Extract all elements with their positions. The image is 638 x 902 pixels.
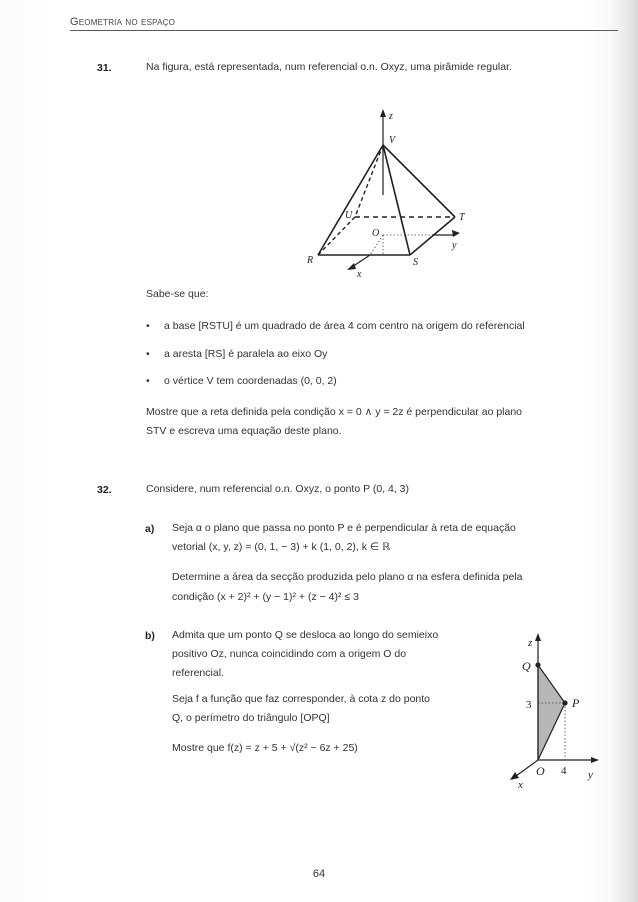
- running-header: [70, 16, 618, 31]
- q31-bullet-3-text: o vértice V tem coordenadas (0, 0, 2): [164, 375, 337, 387]
- q32b-label: b): [145, 630, 155, 642]
- fig32-label-4: 4: [561, 765, 567, 777]
- q32b-line-6: Mostre que f(z) = z + 5 + √(z² − 6z + 25): [172, 742, 358, 754]
- triangle-opq-figure: [498, 630, 608, 790]
- q31-task-line-1: Mostre que a reta definida pela condição x = 0 ∧ y = 2z é perpendicular ao plano: [146, 406, 523, 418]
- q31-bullet-1-text: a base [RSTU] é um quadrado de área 4 com centro na origem do referencial: [164, 320, 525, 332]
- fig31-label-R: R: [307, 255, 314, 266]
- q31-number: 31.: [97, 62, 112, 74]
- pyramid-figure: [292, 105, 502, 280]
- q31-bullet-1: [146, 318, 616, 335]
- header-section-title: Geometria no espaço: [70, 16, 175, 28]
- fig31-label-S: S: [413, 257, 418, 268]
- q32b-line-5: Q, o perímetro do triângulo [OPQ]: [172, 712, 330, 724]
- q32b-line-3: referencial.: [172, 667, 224, 679]
- q32a-line-4: condição (x + 2)² + (y − 1)² + (z − 4)² ≤ 3: [172, 591, 359, 603]
- q32b-line-1: Admita que um ponto Q se desloca ao longo do semieixo: [172, 629, 439, 641]
- page-edge-shadow: [612, 0, 638, 902]
- bullet-marker: •: [146, 348, 150, 360]
- fig32-label-P: P: [572, 696, 580, 710]
- q32a-label: a): [145, 523, 155, 535]
- fig32-label-x: x: [518, 779, 523, 790]
- fig31-label-O: O: [372, 228, 380, 239]
- fig32-label-O: O: [536, 764, 545, 778]
- fig32-label-Q: Q: [522, 659, 531, 673]
- q32b-line-2: positivo Oz, nunca coincidindo com a origem O do: [172, 648, 407, 660]
- fig32-label-z: z: [528, 637, 533, 649]
- q31-bullet-3: [146, 373, 616, 390]
- bullet-marker: •: [146, 320, 150, 332]
- q32-number: 32.: [97, 484, 112, 496]
- q31-task-line-2: STV e escreva uma equação deste plano.: [146, 425, 342, 437]
- fig31-label-z: z: [389, 111, 393, 122]
- fig31-label-T: T: [459, 212, 465, 223]
- q32a-line-3: Determine a área da secção produzida pelo plano α na esfera definida pela: [172, 571, 523, 583]
- fig31-label-V: V: [389, 135, 396, 146]
- bullet-marker: •: [146, 375, 150, 387]
- q32b-line-4: Seja f a função que faz corresponder, à cota z do ponto: [172, 693, 431, 705]
- fig32-label-y: y: [588, 769, 593, 781]
- q32-intro: Considere, num referencial o.n. Oxyz, o ponto P (0, 4, 3): [146, 483, 410, 495]
- fig31-label-y: y: [452, 240, 457, 251]
- q31-known-label: Sabe-se que:: [146, 288, 209, 300]
- q31-intro: Na figura, está representada, num referencial o.n. Oxyz, uma pirâmide regular.: [146, 61, 512, 73]
- q32a-line-1: Seja α o plano que passa no ponto P e é perpendicular à reta de equação: [172, 522, 516, 534]
- page-number: 64: [312, 868, 326, 880]
- fig31-label-x: x: [357, 269, 362, 280]
- fig31-label-U: U: [345, 210, 353, 221]
- q31-bullet-2: [146, 346, 616, 363]
- q32a-line-2: vetorial (x, y, z) = (0, 1, − 3) + k (1, 0, 2), k ∈ ℝ: [172, 541, 391, 553]
- q31-bullet-2-text: a aresta [RS] é paralela ao eixo Oy: [164, 348, 328, 360]
- fig32-label-3: 3: [526, 699, 532, 711]
